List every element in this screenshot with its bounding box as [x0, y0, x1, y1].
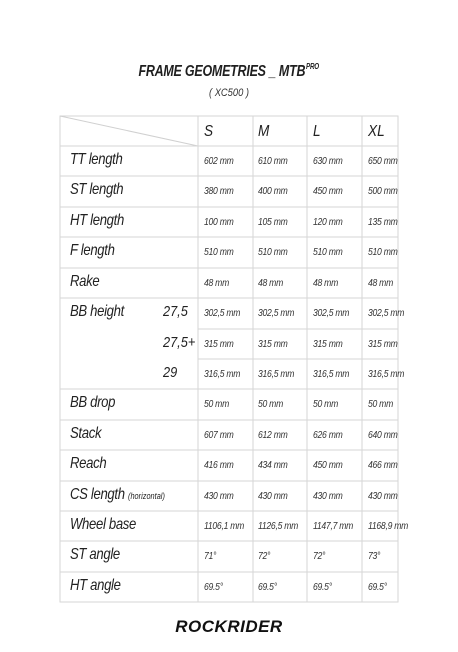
value-cell: 302,5 mm — [368, 308, 405, 319]
value-cell: 48 mm — [258, 278, 283, 289]
value-cell: 50 mm — [258, 399, 283, 410]
value-cell: 416 mm — [204, 460, 234, 471]
value-cell: 69.5° — [313, 582, 332, 593]
row-label-f-length: F length — [70, 242, 115, 259]
row-label-cs-length — [70, 486, 165, 504]
row-label-st-angle: ST angle — [70, 546, 120, 563]
value-cell: 602 mm — [204, 156, 234, 167]
brand-logo: ROCKRIDER — [175, 617, 283, 636]
value-cell: 73° — [368, 551, 381, 562]
row-label-rake: Rake — [70, 273, 100, 290]
value-cell: 71° — [204, 551, 217, 562]
row-label-ht-length: HT length — [70, 212, 124, 229]
value-cell: 316,5 mm — [204, 369, 241, 380]
size-header-s: S — [204, 123, 214, 140]
value-cell: 302,5 mm — [204, 308, 241, 319]
value-cell: 400 mm — [258, 186, 288, 197]
value-cell: 1106,1 mm — [204, 521, 245, 532]
subtitle: ( XC500 ) — [208, 87, 250, 99]
value-cell: 510 mm — [204, 247, 234, 258]
value-cell: 500 mm — [368, 186, 398, 197]
title-superscript: PRO — [306, 62, 320, 71]
value-cell: 48 mm — [368, 278, 393, 289]
value-cell: 1168,9 mm — [368, 521, 409, 532]
value-cell: 315 mm — [258, 339, 288, 350]
value-cell: 1126,5 mm — [258, 521, 299, 532]
value-cell: 650 mm — [368, 156, 398, 167]
value-cell: 607 mm — [204, 430, 234, 441]
value-cell: 69.5° — [258, 582, 277, 593]
row-label-bb-height: BB height — [70, 303, 124, 320]
value-cell: 135 mm — [368, 217, 398, 228]
row-label-wheel-base: Wheel base — [70, 516, 137, 533]
value-cell: 316,5 mm — [258, 369, 295, 380]
value-cell: 48 mm — [313, 278, 338, 289]
row-label-reach: Reach — [70, 455, 107, 472]
row-label-st-length: ST length — [70, 181, 124, 198]
title-wrap — [0, 62, 458, 81]
value-cell: 510 mm — [313, 247, 343, 258]
value-cell: 510 mm — [368, 247, 398, 258]
value-cell: 430 mm — [204, 491, 234, 502]
value-cell: 380 mm — [204, 186, 234, 197]
size-header-xl: XL — [368, 123, 385, 140]
value-cell: 50 mm — [204, 399, 229, 410]
value-cell: 315 mm — [204, 339, 234, 350]
value-cell: 48 mm — [204, 278, 229, 289]
value-cell: 302,5 mm — [258, 308, 295, 319]
value-cell: 626 mm — [313, 430, 343, 441]
value-cell: 430 mm — [368, 491, 398, 502]
value-cell: 510 mm — [258, 247, 288, 258]
value-cell: 434 mm — [258, 460, 288, 471]
row-label-stack: Stack — [70, 425, 102, 442]
wheel-size-label: 27,5+ — [163, 334, 196, 351]
value-cell: 450 mm — [313, 460, 343, 471]
page-title — [139, 62, 319, 81]
size-header-m: M — [258, 123, 270, 140]
wheel-size-label: 27,5 — [163, 303, 188, 320]
value-cell: 430 mm — [313, 491, 343, 502]
value-cell: 450 mm — [313, 186, 343, 197]
value-cell: 630 mm — [313, 156, 343, 167]
value-cell: 610 mm — [258, 156, 288, 167]
value-cell: 302,5 mm — [313, 308, 350, 319]
title-text: FRAME GEOMETRIES _ MTB — [138, 63, 306, 80]
value-cell: 315 mm — [313, 339, 343, 350]
value-cell: 316,5 mm — [368, 369, 405, 380]
cs-length-text: CS length — [70, 486, 125, 503]
row-label-ht-angle: HT angle — [70, 577, 121, 594]
value-cell: 69.5° — [204, 582, 223, 593]
value-cell: 72° — [313, 551, 326, 562]
value-cell: 316,5 mm — [313, 369, 350, 380]
value-cell: 69.5° — [368, 582, 387, 593]
value-cell: 315 mm — [368, 339, 398, 350]
row-label-tt-length: TT length — [70, 151, 123, 168]
value-cell: 72° — [258, 551, 271, 562]
value-cell: 430 mm — [258, 491, 288, 502]
row-label-bb-drop: BB drop — [70, 394, 116, 411]
value-cell: 50 mm — [368, 399, 393, 410]
value-cell: 100 mm — [204, 217, 234, 228]
value-cell: 466 mm — [368, 460, 398, 471]
value-cell: 612 mm — [258, 430, 288, 441]
size-header-l: L — [313, 123, 321, 140]
value-cell: 50 mm — [313, 399, 338, 410]
header-diagonal — [60, 116, 198, 146]
wheel-size-label: 29 — [163, 364, 178, 381]
value-cell: 640 mm — [368, 430, 398, 441]
cs-length-note: (horizontal) — [127, 491, 165, 501]
value-cell: 105 mm — [258, 217, 288, 228]
value-cell: 1147,7 mm — [313, 521, 354, 532]
value-cell: 120 mm — [313, 217, 343, 228]
